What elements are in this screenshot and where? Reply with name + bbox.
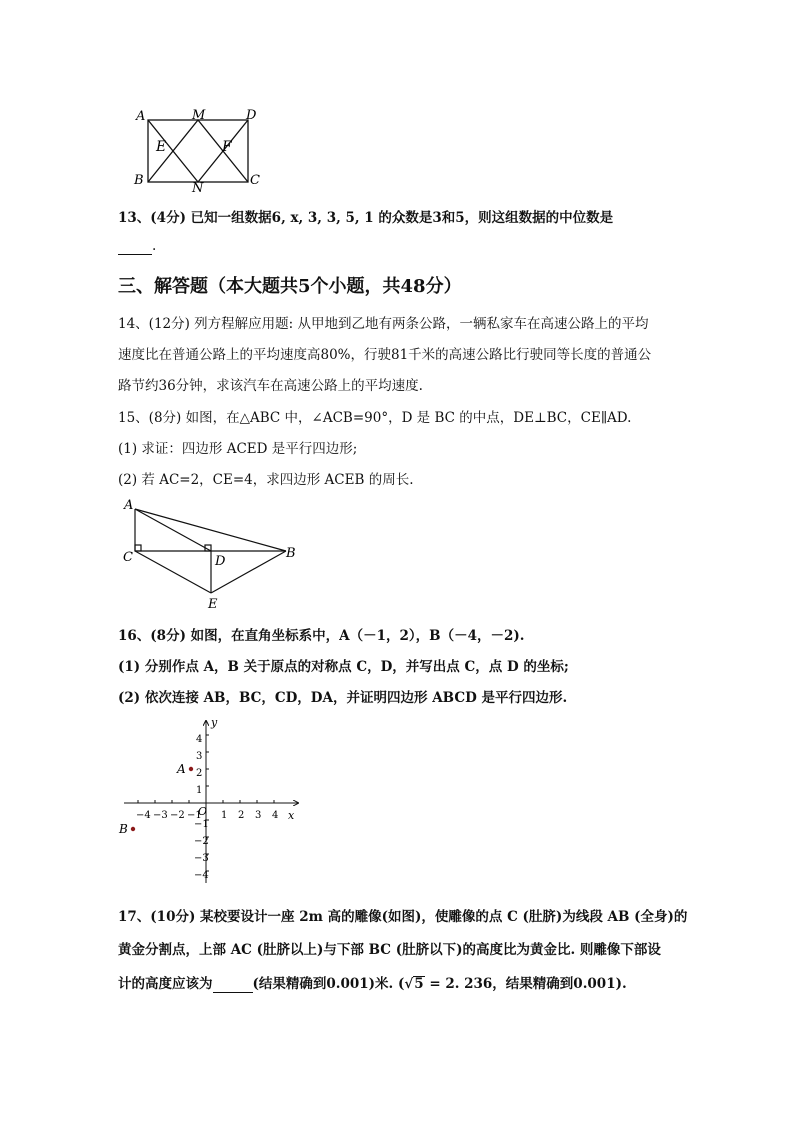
label-M: M [192, 108, 206, 123]
rectangle-figure [130, 104, 270, 196]
label-D: D [215, 554, 226, 569]
q15-part1: (1) 求证：四边形 ACED 是平行四边形; [118, 441, 358, 457]
y-tick: −1 [194, 819, 209, 830]
q17-blank[interactable] [213, 976, 253, 993]
label-E: E [208, 597, 218, 612]
y-tick: 3 [196, 751, 203, 762]
x-tick: 4 [272, 810, 279, 821]
x-tick: −3 [153, 810, 168, 821]
coordinate-graph [118, 715, 308, 885]
label-A: A [136, 109, 146, 124]
x-tick: 1 [221, 810, 228, 821]
x-axis-label: x [288, 809, 295, 822]
q14-line2: 速度比在普通公路上的平均速度高80%，行驶81千米的高速公路比行驶同等长度的普通公 [118, 347, 652, 363]
q13-blank[interactable] [118, 238, 152, 255]
q17-line1: 17、(10分) 某校要设计一座 2m 高的雕像(如图)，使雕像的点 C (肚脐)为线段 AB (全身)的 [118, 909, 688, 925]
y-tick: 4 [196, 734, 203, 745]
label-E: E [156, 139, 167, 155]
label-A: A [124, 498, 134, 513]
label-C: C [123, 550, 133, 565]
label-D: D [246, 108, 257, 123]
triangle-figure [118, 495, 308, 615]
y-tick: −3 [194, 853, 209, 864]
q14-line3: 路节约36分钟，求该汽车在高速公路上的平均速度. [118, 378, 423, 394]
y-tick: 1 [196, 785, 203, 796]
x-tick: 2 [238, 810, 245, 821]
section-heading: 三、解答题（本大题共5个小题，共48分） [118, 276, 462, 297]
label-B: B [134, 173, 144, 188]
q16-line1: 16、(8分) 如图，在直角坐标系中，A（－1，2），B（－4，－2). [118, 628, 525, 644]
y-tick: −2 [194, 836, 209, 847]
x-tick: −2 [170, 810, 185, 821]
point-a [189, 767, 193, 771]
label-C: C [250, 173, 260, 188]
q16-part2: (2) 依次连接 AB，BC，CD，DA，并证明四边形 ABCD 是平行四边形. [118, 690, 568, 706]
x-tick: −1 [187, 810, 202, 821]
y-axis-label: y [211, 716, 218, 729]
q13-text: 13、(4分) 已知一组数据6, x, 3, 3, 5, 1 的众数是3和5，则这组数据的中位数是 [118, 210, 614, 226]
q17-line3: 计的高度应该为 (结果精确到0.001)米. (√5 = 2. 236，结果精确到0.001). [118, 976, 627, 992]
q14-line1: 14、(12分) 列方程解应用题: 从甲地到乙地有两条公路，一辆私家车在高速公路上的平均 [118, 316, 649, 332]
point-b [131, 827, 135, 831]
point-a-label: A [177, 762, 186, 776]
q16-part1: (1) 分别作点 A，B 关于原点的对称点 C，D，并写出点 C，点 D 的坐标; [118, 659, 569, 675]
x-tick: 3 [255, 810, 262, 821]
q15-part2: (2) 若 AC=2，CE=4，求四边形 ACEB 的周长. [118, 472, 414, 488]
point-b-label: B [119, 822, 128, 836]
label-F: F [222, 139, 232, 155]
y-tick: 2 [196, 768, 203, 779]
label-B: B [286, 546, 296, 561]
y-tick: −4 [194, 870, 209, 881]
x-tick: −4 [136, 810, 151, 821]
label-N: N [192, 181, 204, 196]
sqrt-five: 5 [414, 976, 424, 992]
q13-answer-line: . [118, 238, 156, 255]
q17-line2: 黄金分割点，上部 AC (肚脐以上)与下部 BC (肚脐以下)的高度比为黄金比. 则雕像下部设 [118, 942, 661, 958]
origin-label: O [198, 805, 208, 818]
q15-line1: 15、(8分) 如图，在△ABC 中，∠ACB=90°，D 是 BC 的中点，DE⊥BC，CE∥AD. [118, 410, 632, 426]
